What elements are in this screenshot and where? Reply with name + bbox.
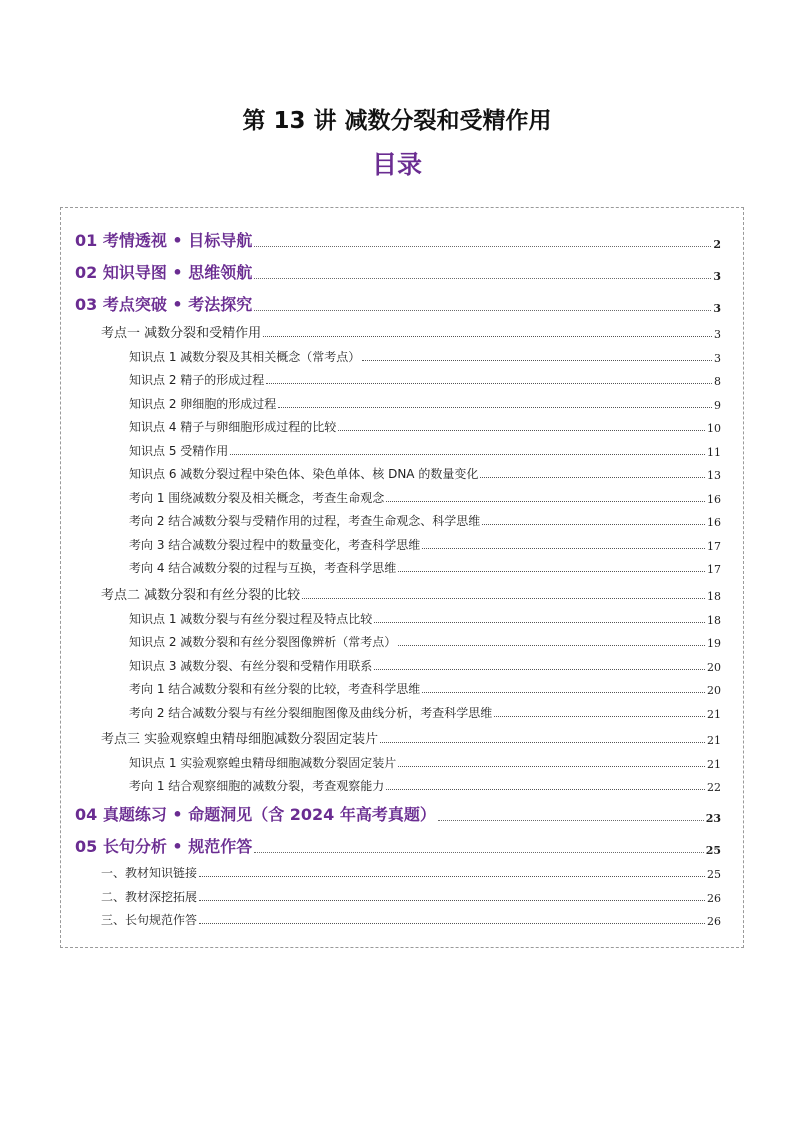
toc-entry[interactable] [129,489,721,506]
toc-entry-page: 21 [707,758,721,771]
toc-entry[interactable] [101,911,721,928]
toc-entry-page: 19 [707,637,721,650]
toc-leader-dots [254,310,711,311]
toc-entry-page: 20 [707,661,721,674]
toc-leader-dots [374,669,705,670]
toc-entry[interactable] [129,512,721,529]
toc-entry[interactable] [75,292,721,315]
toc-leader-dots [263,336,712,337]
toc-entry-page: 3 [714,328,721,341]
toc-entry[interactable] [75,260,721,283]
toc-box [60,207,744,948]
toc-entry-page: 2 [713,238,721,251]
toc-leader-dots [199,923,705,924]
toc-leader-dots [230,454,705,455]
toc-entry[interactable] [101,864,721,881]
toc-entry[interactable] [129,704,721,721]
toc-entry[interactable] [129,610,721,627]
toc-leader-dots [338,430,705,431]
toc-entry-label: 知识点 5 受精作用 [129,444,229,458]
toc-leader-dots [199,900,705,901]
toc-entry-page: 13 [707,469,721,482]
toc-entry-label: 02 知识导图 • 思维领航 [75,263,253,282]
toc-entry-page: 25 [705,844,721,857]
toc-entry-label: 考向 2 结合减数分裂与受精作用的过程，考查生命观念、科学思维 [129,514,481,528]
toc-leader-dots [199,876,705,877]
toc-entry-label: 03 考点突破 • 考法探究 [75,295,253,314]
toc-entry-label: 考向 2 结合减数分裂与有丝分裂细胞图像及曲线分析，考查科学思维 [129,706,493,720]
toc-entry-label: 考向 1 围绕减数分裂及相关概念，考查生命观念 [129,491,385,505]
toc-leader-dots [386,501,705,502]
toc-entry-label: 01 考情透视 • 目标导航 [75,231,253,250]
toc-entry-label: 知识点 2 精子的形成过程 [129,373,265,387]
toc-entry-page: 18 [707,590,721,603]
toc-entry-page: 21 [707,708,721,721]
toc-entry-label: 知识点 2 卵细胞的形成过程 [129,397,277,411]
toc-entry-label: 知识点 6 减数分裂过程中染色体、染色单体、核 DNA 的数量变化 [129,467,479,481]
toc-entry[interactable] [129,777,721,794]
toc-entry-label: 考向 3 结合减数分裂过程中的数量变化，考查科学思维 [129,538,421,552]
toc-entry-label: 考向 1 结合观察细胞的减数分裂，考查观察能力 [129,779,385,793]
toc-entry-page: 20 [707,684,721,697]
toc-leader-dots [398,645,705,646]
toc-entry-page: 3 [714,352,721,365]
toc-leader-dots [398,766,705,767]
toc-entry-label: 考点三 实验观察蝗虫精母细胞减数分裂固定装片 [101,732,379,747]
toc-entry-page: 26 [707,892,721,905]
toc-entry-page: 26 [707,915,721,928]
toc-heading: 目录 [371,150,422,179]
toc-entry-page: 22 [707,781,721,794]
toc-leader-dots [374,622,705,623]
toc-entry[interactable] [129,442,721,459]
toc-entry-label: 考点一 减数分裂和受精作用 [101,326,262,341]
toc-leader-dots [438,820,704,821]
toc-leader-dots [278,407,712,408]
toc-leader-dots [480,477,705,478]
toc-entry[interactable] [75,802,721,825]
toc-entry-label: 知识点 2 减数分裂和有丝分裂图像辨析（常考点） [129,635,397,649]
toc-entry-page: 3 [713,302,721,315]
toc-entry[interactable] [129,371,721,388]
toc-entry-page: 8 [714,375,721,388]
toc-entry-label: 一、教材知识链接 [101,866,198,880]
toc-entry[interactable] [75,228,721,251]
toc-entry[interactable] [129,680,721,697]
toc-entry[interactable] [129,348,721,365]
toc-entry-label: 考点二 减数分裂和有丝分裂的比较 [101,588,301,603]
toc-entry-page: 21 [707,734,721,747]
toc-leader-dots [254,852,703,853]
toc-entry-label: 三、长句规范作答 [101,913,198,927]
toc-leader-dots [380,742,705,743]
toc-entry-label: 考向 1 结合减数分裂和有丝分裂的比较，考查科学思维 [129,682,421,696]
toc-leader-dots [302,598,705,599]
toc-entry[interactable] [101,584,721,603]
toc-entry-page: 18 [707,614,721,627]
toc-entry-page: 9 [714,399,721,412]
toc-leader-dots [266,383,712,384]
toc-entry-label: 知识点 4 精子与卵细胞形成过程的比较 [129,420,337,434]
toc-entry-page: 3 [713,270,721,283]
toc-entry[interactable] [129,536,721,553]
toc-entry-page: 25 [707,868,721,881]
toc-entry-label: 考向 4 结合减数分裂的过程与互换，考查科学思维 [129,561,397,575]
toc-leader-dots [254,278,711,279]
toc-entry[interactable] [129,754,721,771]
toc-entry-label: 知识点 1 实验观察蝗虫精母细胞减数分裂固定装片 [129,756,397,770]
toc-entry-page: 23 [705,812,721,825]
toc-entry-page: 16 [707,516,721,529]
document-title: 第 13 讲 减数分裂和受精作用 [242,108,552,134]
toc-leader-dots [362,360,712,361]
toc-entry-label: 04 真题练习 • 命题洞见（含 2024 年高考真题） [75,805,436,824]
toc-entry[interactable] [101,728,721,747]
toc-entry[interactable] [101,888,721,905]
toc-entry-page: 11 [707,446,721,459]
toc-entry[interactable] [75,834,721,857]
toc-entry-page: 16 [707,493,721,506]
toc-leader-dots [254,246,711,247]
toc-entry-label: 二、教材深挖拓展 [101,890,198,904]
toc-entry[interactable] [101,322,721,341]
toc-entry[interactable] [129,633,721,650]
toc-entry[interactable] [129,559,721,576]
toc-leader-dots [398,571,705,572]
toc-entry[interactable] [129,395,721,412]
toc-entry[interactable] [129,418,721,435]
toc-entry-label: 知识点 3 减数分裂、有丝分裂和受精作用联系 [129,659,373,673]
toc-entry-page: 17 [707,540,721,553]
toc-leader-dots [422,548,705,549]
toc-leader-dots [482,524,705,525]
toc-entry-page: 17 [707,563,721,576]
toc-entry[interactable] [129,657,721,674]
toc-entry-page: 10 [707,422,721,435]
toc-entry-label: 知识点 1 减数分裂与有丝分裂过程及特点比较 [129,612,373,626]
toc-leader-dots [422,692,705,693]
toc-entry[interactable] [129,465,721,482]
toc-leader-dots [386,789,705,790]
toc-entry-label: 05 长句分析 • 规范作答 [75,837,253,856]
toc-leader-dots [494,716,705,717]
toc-entry-label: 知识点 1 减数分裂及其相关概念（常考点） [129,350,361,364]
